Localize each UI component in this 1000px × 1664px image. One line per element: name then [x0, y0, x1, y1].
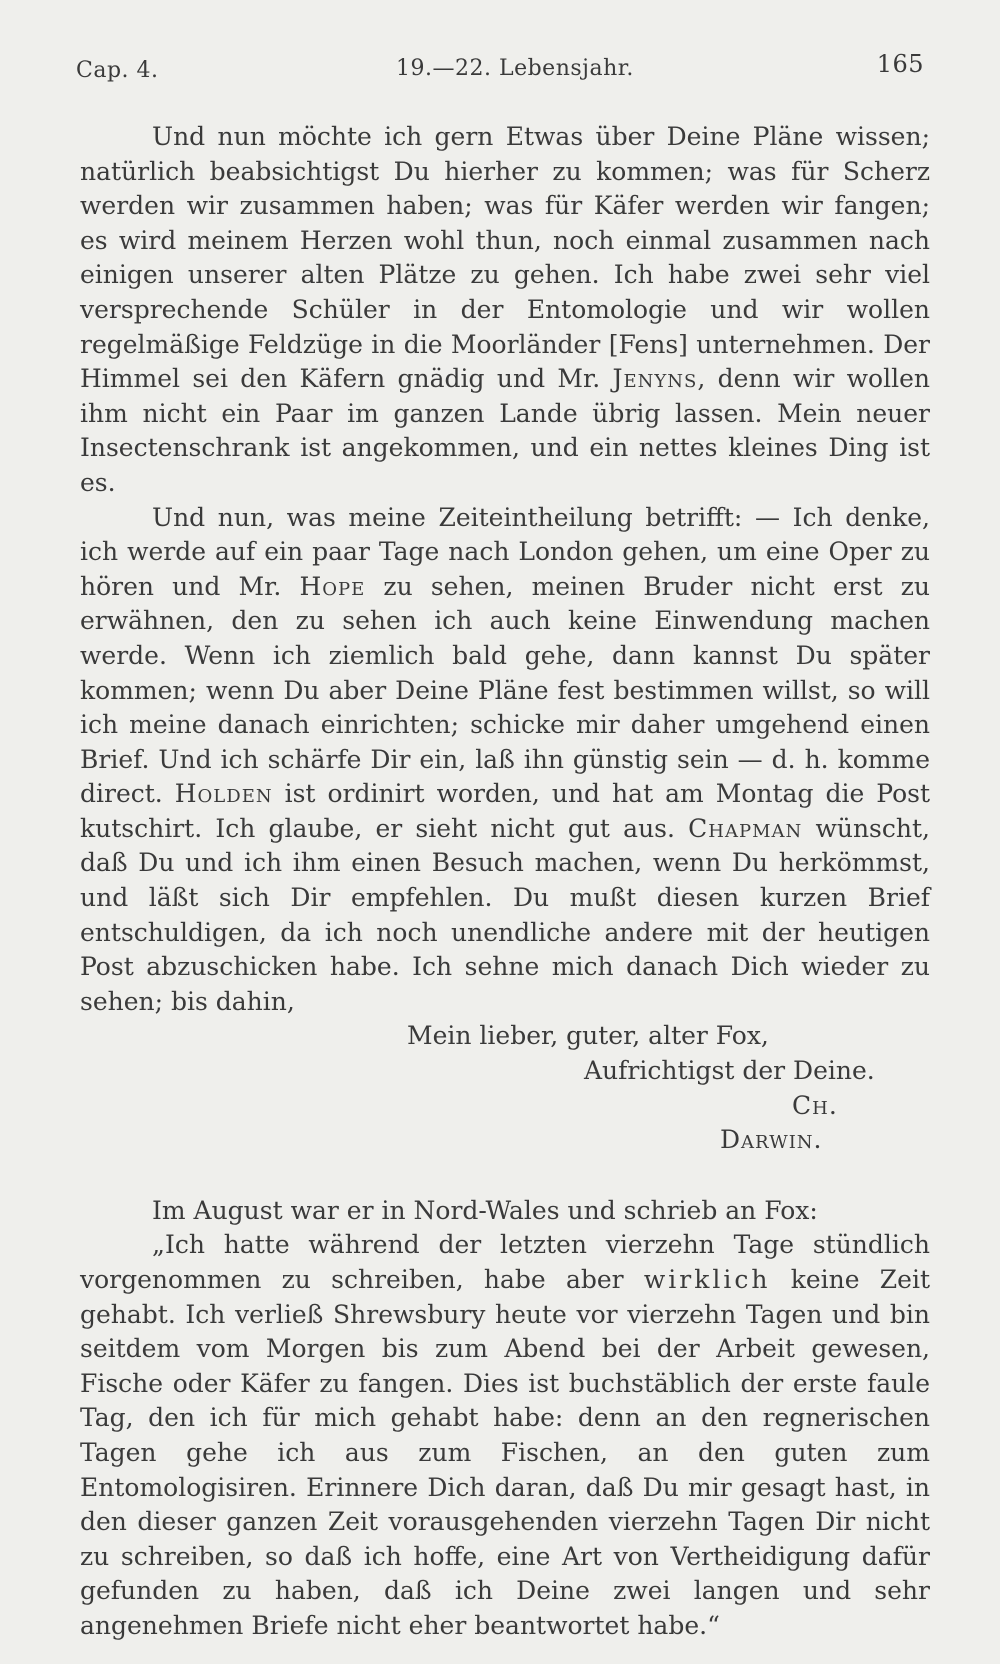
section-gap	[80, 1158, 930, 1194]
text-run: wünscht, daß Du und ich ihm einen Besuch machen, wenn Du herkömmst, und läßt sich Dir empfehlen. Du mußt diesen kurzen Brief entschuldigen, da ich noch unendliche andere mit der heutigen Post abzuschicken habe. Ich sehne mich danach Dich wieder zu sehen; bis dahin,	[80, 813, 930, 1016]
running-title: 19.—22. Lebensjahr.	[396, 56, 634, 81]
person-name-hope: Hope	[299, 571, 366, 601]
running-header	[76, 50, 924, 90]
text-run: Und nun, was meine Zeiteintheilung betrifft: — Ich denke, ich werde auf ein paar Tage nach London gehen, um eine Oper zu hören und Mr.	[80, 502, 930, 601]
narrative-intro: Im August war er in Nord-Wales und schrieb an Fox:	[152, 1195, 818, 1225]
letter-closing	[80, 1019, 930, 1157]
chapter-label: Cap. 4.	[76, 58, 159, 83]
text-run: keine Zeit gehabt. Ich verließ Shrewsbury heute vor vierzehn Tagen und bin seitdem vom Morgen bis zum Abend bei der Arbeit gewesen, Fische oder Käfer zu fangen. Dies ist buchstäblich der erste faule Tag, den ich für mich gehabt habe: denn an den regnerischen Tagen gehe ich aus zum Fischen, an den guten zum Entomologisiren. Erinnere Dich daran, daß Du mir gesagt hast, in den dieser ganzen Zeit vorausgehenden vierzehn Tagen Dir nicht zu schreiben, so daß ich hoffe, eine Art von Vertheidigung dafür gefunden zu haben, daß ich Deine zwei langen und sehr angenehmen Briefe nicht eher beantwortet habe.“	[80, 1265, 931, 1640]
person-name-chapman: Chapman	[688, 813, 803, 843]
letter-paragraph-2	[80, 501, 930, 1020]
text-run: Und nun möchte ich gern Etwas über Deine Pläne wissen; natürlich beabsichtigst Du hierher zu kommen; was für Scherz werden wir zusammen haben; was für Käfer werden wir fangen; es wird meinem Herzen wohl thun, noch einmal zusammen nach einigen unserer alten Plätze zu gehen. Ich habe zwei sehr viel versprechende Schüler in der Entomologie und wir wollen regelmäßige Feldzüge in die Moorländer [Fens] unternehmen. Der Himmel sei den Käfern gnädig und Mr.	[80, 122, 930, 394]
text-run: „Ich hatte während der letzten vierzehn Tage stündlich vorgenommen zu schreiben, habe aber	[80, 1230, 930, 1294]
signature: Ch. Darwin.	[720, 1090, 838, 1155]
page-body	[80, 120, 930, 1644]
letter-paragraph-1	[80, 120, 930, 501]
text-run: zu sehen, meinen Bruder nicht erst zu erwähnen, den zu sehen ich auch keine Einwendung machen werde. Wenn ich ziemlich bald gehe, dann kannst Du später kommen; wenn Du aber Deine Pläne fest bestimmen willst, so will ich meine danach einrichten; schicke mir daher umgehend einen Brief. Und ich schärfe Dir ein, laß ihn günstig sein — d. h. komme direct.	[80, 571, 931, 809]
text-run: , denn wir wollen ihm nicht ein Paar im ganzen Lande übrig lassen. Mein neuer Insectenschrank ist angekommen, und ein nettes kleines Ding ist es.	[80, 364, 930, 497]
person-name-jenyns: Jenyns	[612, 364, 698, 394]
emphasized-word: wirklich	[643, 1265, 771, 1294]
closing-salutation: Mein lieber, guter, alter Fox,	[407, 1021, 769, 1051]
quoted-letter	[80, 1228, 930, 1643]
text-run: ist ordinirt worden, und hat am Montag die Post kutschirt. Ich glaube, er sieht nicht gut aus.	[80, 779, 930, 843]
person-name-holden: Holden	[174, 779, 273, 809]
page-number: 165	[876, 50, 924, 78]
closing-valediction: Aufrichtigst der Deine.	[584, 1056, 875, 1086]
